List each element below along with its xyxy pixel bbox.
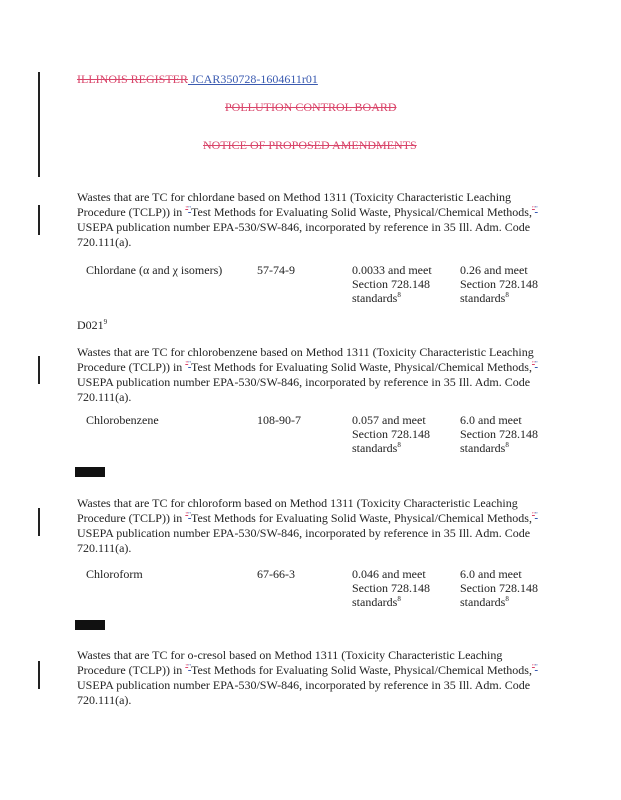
change-bar — [38, 661, 40, 689]
cas-number: 108-90-7 — [257, 413, 301, 427]
notice-title: NOTICE OF PROPOSED AMENDMENTS — [203, 138, 417, 152]
redacted-waste-code — [75, 467, 105, 477]
constituent-name: Chlorobenzene — [86, 413, 159, 427]
register-header — [77, 72, 318, 87]
nonwastewater-standard: 0.26 and meet Section 728.148 standards$^8$ — [460, 263, 538, 305]
waste-description: Wastes that are TC for chlorobenzene based on Method 1311 (Toxicity Characteristic Leaching Procedure (TCLP)) in ""Test Methods for Evaluating Solid Waste, Physical/Chemical Methods,"" USEPA publication number EPA-530/SW-846, incorporated by reference in 35 Ill. Adm. Code 720.111(a). — [77, 345, 538, 404]
waste-code: $D021^9$ — [77, 318, 108, 332]
wastewater-standard: 0.0033 and meet Section 728.148 standards$^8$ — [352, 263, 432, 305]
nonwastewater-standard: 6.0 and meet Section 728.148 standards$^8$ — [460, 567, 538, 609]
waste-description: Wastes that are TC for o-cresol based on Method 1311 (Toxicity Characteristic Leaching Procedure (TCLP)) in ""Test Methods for Evaluating Solid Waste, Physical/Chemical Methods,"" USEPA publication number EPA-530/SW-846, incorporated by reference in 35 Ill. Adm. Code 720.111(a). — [77, 648, 538, 707]
cas-number: 57-74-9 — [257, 263, 295, 277]
wastewater-standard: 0.057 and meet Section 728.148 standards$^8$ — [352, 413, 430, 455]
nonwastewater-standard: 6.0 and meet Section 728.148 standards$^8$ — [460, 413, 538, 455]
constituent-name: Chlordane (α and χ isomers) — [86, 263, 223, 277]
change-bar — [38, 508, 40, 536]
register-struck: ILLINOIS REGISTER — [77, 72, 188, 86]
change-bar — [38, 356, 40, 384]
change-bar — [38, 72, 40, 177]
constituent-name: Chloroform — [86, 567, 143, 581]
cas-number: 67-66-3 — [257, 567, 295, 581]
redacted-waste-code — [75, 620, 105, 630]
change-bar — [38, 205, 40, 235]
register-inserted: JCAR350728-1604611r01 — [188, 72, 318, 86]
wastewater-standard: 0.046 and meet Section 728.148 standards$^8$ — [352, 567, 430, 609]
board-title: POLLUTION CONTROL BOARD — [225, 100, 397, 114]
waste-description: Wastes that are TC for chloroform based on Method 1311 (Toxicity Characteristic Leaching Procedure (TCLP)) in ""Test Methods for Evaluating Solid Waste, Physical/Chemical Methods,"" USEPA publication number EPA-530/SW-846, incorporated by reference in 35 Ill. Adm. Code 720.111(a). — [77, 496, 538, 555]
waste-description: Wastes that are TC for chlordane based on Method 1311 (Toxicity Characteristic Leaching Procedure (TCLP)) in ""Test Methods for Evaluating Solid Waste, Physical/Chemical Methods,"" USEPA publication number EPA-530/SW-846, incorporated by reference in 35 Ill. Adm. Code 720.111(a). — [77, 190, 538, 249]
